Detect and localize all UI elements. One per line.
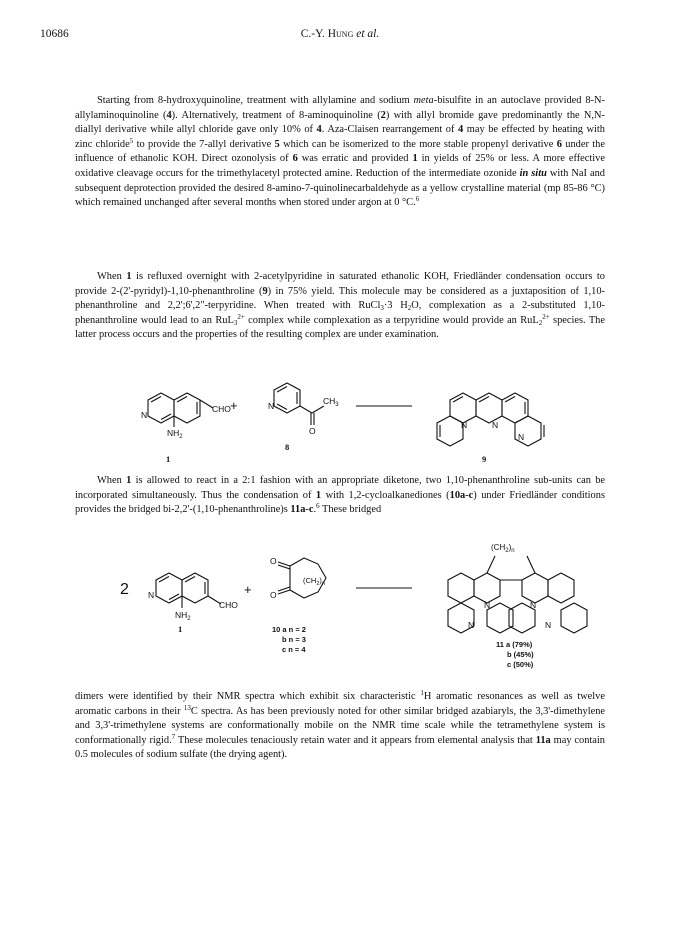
- yield-11c: c (50%): [507, 660, 534, 669]
- paragraph-synthesis: Starting from 8-hydroxyquinoline, treatment with allylamine and sodium meta-bisulfite in an autoclave provided 8-N-allylaminoquinoline (4). Alternatively, treatment of 8-aminoquinoline (2) with allyl bromide gave predominantly the N,N-diallyl derivative while allyl chloride gave only 10% of 4. Aza-Claisen rearrangement of 4 may be effected by heating with zinc chloride$^5$ to provide the 7-allyl derivative 5 which can be isomerized to the more stable propenyl derivative 6 under the influence of ethanolic KOH. Direct ozonolysis of 6 was erratic and provided 1 in yields of 25% or less. A more effective oxidative cleavage occurs for the trimethylacetyl protected amine. Reduction of the intermediate ozonide in situ with NaI and subsequent deprotection provided the desired 8-amino-7-quinolinecarbaldehyde as a yellow crystalline material (mp 85-86 °C) which remained unchanged after several months when stored under argon at 0 °C.$^6$: [75, 95, 605, 209]
- running-author: C.-Y. Hung et al.: [300, 28, 380, 40]
- nh2-label-1: $NH_2$: [167, 428, 183, 440]
- reaction-scheme-1: [0, 378, 680, 468]
- n-label-9b: N: [492, 420, 499, 430]
- series-10-row-a: 10 a n = 2: [272, 625, 306, 634]
- page-number: 10686: [40, 28, 69, 40]
- compound-label-8: 8: [285, 442, 290, 452]
- series-10-row-b: b n = 3: [282, 635, 306, 644]
- o-label-8: O: [309, 426, 316, 436]
- page-header: [40, 28, 640, 44]
- yield-11a: 11 a (79%): [496, 640, 533, 649]
- nh2-label-2: $NH_2$: [175, 610, 191, 622]
- plus-sign-2: +: [244, 582, 252, 597]
- compound-label-9: 9: [482, 454, 487, 464]
- ch2n-label-11: $(CH_2)_n$: [491, 543, 515, 554]
- o-label-10b: O: [270, 590, 277, 600]
- compound-label-1: 1: [166, 454, 171, 464]
- n-label-8: N: [268, 401, 275, 411]
- n-label-9c: N: [518, 432, 525, 442]
- n-label-11c: N: [468, 620, 475, 630]
- o-label-10a: O: [270, 556, 277, 566]
- n-label-11a: N: [484, 600, 491, 610]
- n-label-9a: N: [461, 420, 468, 430]
- paragraph-friedlander: When 1 is refluxed overnight with 2-acetylpyridine in saturated ethanolic KOH, Friedländer condensation occurs to provide 2-(2'-pyridyl)-1,10-phenanthroline (9) in 75% yield. This molecule may be considered as a juxtaposition of 1,10-phenanthroline and 2,2';6',2"-terpyridine. When treated with RuCl$_3$·3 $H_2O$, complexation as a 2-substituted 1,10-phenanthroline would lead to an RuL$_3^{2+}$ complex while complexation as a terpyridine would provide an RuL$_2^{2+}$ species. The latter process occurs and the properties of the resulting complex are under examination.: [75, 271, 605, 341]
- n-label-1: N: [141, 410, 148, 420]
- compound-1-structure: [148, 393, 213, 427]
- scheme-1-drawing: [0, 378, 680, 468]
- coefficient-2: 2: [120, 581, 129, 598]
- compound-9-structure: [437, 393, 544, 446]
- paragraph-nmr: dimers were identified by their NMR spectra which exhibit six characteristic $^1$H aromatic resonances as well as twelve aromatic carbons in their $^{13}$C spectra. As has been previously noted for other similar bridged azabiaryls, the 3,3'-dimethylene and 3,3'-trimethylene systems are conformationally mobile on the NMR time scale while the tetramethylene system is conformationally rigid.$^7$ These molecules tenaciously retain water and it appears from elemental analysis that 11a may contain 0.5 molecules of sodium sulfate (the drying agent).: [75, 689, 605, 761]
- yield-11b: b (45%): [507, 650, 534, 659]
- compound-8-structure: [274, 383, 324, 425]
- compound-1-structure-b: [156, 573, 221, 608]
- ch2n-label-10: $(CH_2)_n$: [303, 576, 325, 587]
- n-label-11b: N: [530, 600, 537, 610]
- reaction-scheme-2: [0, 536, 680, 684]
- cho-label-1: CHO: [212, 404, 231, 414]
- ch3-label-8: $CH_3$: [323, 396, 339, 408]
- n-label-2: N: [148, 590, 155, 600]
- series-10-row-c: c n = 4: [282, 645, 306, 654]
- compound-label-1b: 1: [178, 624, 183, 634]
- paragraph-diketone: When 1 is allowed to react in a 2:1 fashion with an appropriate diketone, two 1,10-phenanthroline sub-units can be incorporated simultaneously. Thus the condensation of 1 with 1,2-cycloalkanediones (10a-c) under Friedländer conditions provides the bridged bi-2,2'-(1,10-phenanthroline)s 11a-c.$^6$ These bridged: [75, 475, 605, 516]
- plus-sign-1: +: [230, 398, 238, 413]
- scheme-2-drawing: [0, 536, 680, 684]
- n-label-11d: N: [545, 620, 552, 630]
- cho-label-2: CHO: [219, 600, 238, 610]
